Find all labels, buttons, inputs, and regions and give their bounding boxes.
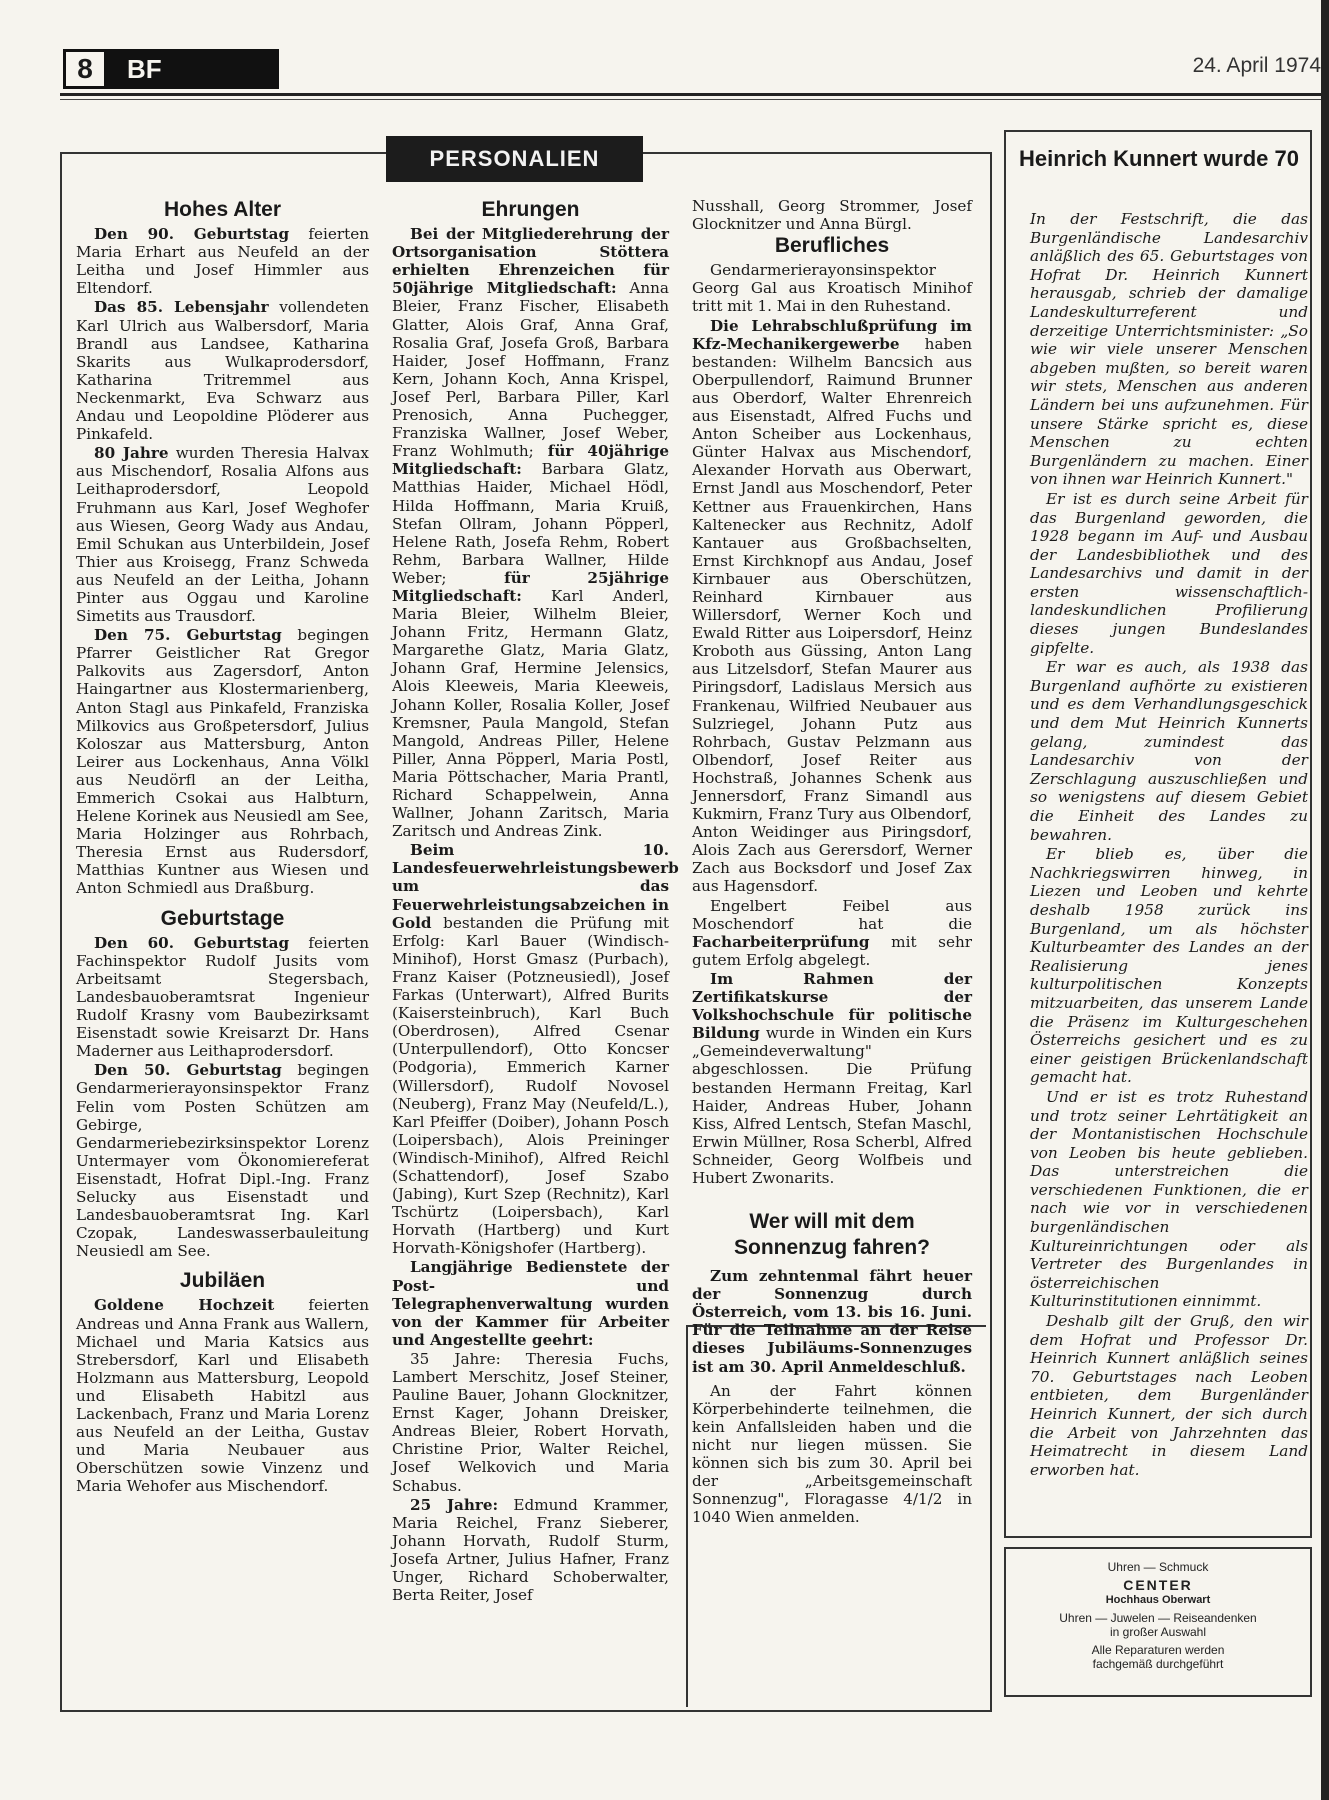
paragraph: mit sehr gutem Erfolg abgelegt.: [692, 932, 972, 969]
lead-bold: Goldene Hochzeit: [94, 1296, 275, 1315]
header-rule: [60, 93, 1329, 96]
ad-line: Uhren — Juwelen — Reiseandenken: [1059, 1611, 1257, 1625]
ad-line: Hochhaus Oberwart: [1105, 1594, 1211, 1606]
lead-bold: 25 Jahre:: [410, 1495, 499, 1514]
lead-bold: Facharbeiterprüfung: [692, 932, 870, 951]
paragraph: wurde in Winden ein Kurs „Gemeindeverwaltung" abgeschlossen. Die Prüfung bestanden Hermann Freitag, Karl Haider, Andreas Huber, Johann Kiss, Alfred Lentsch, Stefan Maschl, Erwin Müllner, Rosa Scherbl, Alfred Schneider, Georg Wolfbeis und Hubert Zwonarits.: [692, 1024, 972, 1187]
paragraph: In der Festschrift, die das Burgenländische Landesarchiv anläßlich des 65. Geburtstages von Hofrat Dr. Heinrich Kunnert herausgab, schrieb der damalige Landeskulturreferent und derzeitige Unterrichtsminister: „So wie wir viele unserer Menschen abgeben mußten, so bereit waren wir stets, Menschen aus anderen Ländern bei uns aufzunehmen. Für unsere Stärke spricht es, diese Menschen zu echten Burgenländern zu machen. Einer von ihnen war Heinrich Kunnert.": [1030, 210, 1308, 489]
lead-bold: für 40jährige Mitgliedschaft:: [392, 442, 669, 479]
lead-bold: Langjährige Bedienstete der Post- und Telegraphenverwaltung wurden von der Kammer für Arbeiter und Angestellte geehrt:: [392, 1258, 669, 1349]
page-edge: [1321, 0, 1329, 1800]
section-label: BF: [107, 49, 279, 89]
lead-bold: Beim 10. Landesfeuerwehrleistungsbewerb um das Feuerwehrleistungsabzeichen in Gold: [392, 841, 679, 932]
paragraph: Theresia Fuchs, Lambert Merschitz, Josef Steiner, Pauline Bauer, Johann Glocknitzer, Ernst Kager, Johann Dreisker, Andreas Bleier, Robert Horvath, Christine Prior, Walter Reichel, Josef Welkovich und Maria Schabus.: [392, 1349, 669, 1495]
paragraph: Gendarmerierayonsinspektor Georg Gal aus Kroatisch Minihof tritt mit 1. Mai in den Ruhestand.: [692, 261, 972, 316]
lead-bold: Den 60. Geburtstag: [94, 933, 290, 952]
paragraph: begingen Gendarmerierayonsinspektor Franz Felin vom Posten Schützen am Gebirge, Gendarmeriebezirksinspektor Lorenz Untermayer vom Ökonomiereferat Eisenstadt, Hofrat Dipl.-Ing. Franz Selucky aus Eisenstadt und Landesbauoberamtsrat Ing. Karl Czopak, Landeswasserbauleitung Neusiedl am See.: [76, 1061, 369, 1261]
paragraph: haben bestanden: Wilhelm Bancsich aus Oberpullendorf, Raimund Brunner aus Oberdorf, Walter Ehrenreich aus Eisenstadt, Alfred Fuchs und Anton Scheiber aus Lockenhaus, Günter Halvax aus Mischendorf, Alexander Horvath aus Oberwart, Ernst Jandl aus Moschendorf, Peter Kettner aus Frauenkirchen, Hans Kaltenecker aus Rechnitz, Adolf Kantauer aus Großbachselten, Ernst Kirchknopf aus Andau, Josef Kirnbauer aus Oberschützen, Reinhard Kirnbauer aus Willersdorf, Werner Koch und Ewald Ritter aus Loipersdorf, Heinz Kroboth aus Güssing, Anton Lang aus Litzelsdorf, Stefan Maurer aus Piringsdorf, Ladislaus Mersich aus Frankenau, Wilfried Neubauer aus Sulzriegel, Johann Putz aus Rohrbach, Gustav Pelzmann aus Olbendorf, Josef Reiter aus Hochstraß, Johannes Schenk aus Jennersdorf, Franz Simandl aus Kukmirn, Franz Tury aus Olbendorf, Anton Weidinger aus Piringsdorf, Alois Zach aus Gerersdorf, Werner Zach aus Bocksdorf und Josef Zax aus Hagensdorf.: [692, 334, 972, 896]
paragraph: Und er ist es trotz Ruhestand und trotz seiner Lehrtätigkeit an der Montanistischen Hochschule von Leoben bis heute geblieben. Das unterstreichen die verschiedenen Funktionen, die er nach wie vor in verschiedenen burgenländischen Kultureinrichtungen oder als Vertreter des Burgenlandes in österreichischen Kulturinstitutionen einnimmt.: [1030, 1087, 1308, 1311]
paragraph: bestanden die Prüfung mit Erfolg: Karl Bauer (Windisch-Minihof), Horst Gmasz (Purbach), Franz Kaiser (Potzneusiedl), Josef Farkas (Unterwart), Alfred Burits (Kaisersteinbruch), Karl Buch (Oberdrosen), Alfred Csenar (Unterpullendorf), Otto Koncser (Podgoria), Emmerich Karner (Willersdorf), Rudolf Novosel (Neuberg), Franz May (Neufeld/L.), Karl Pfeiffer (Doiber), Johann Posch (Loipersbach), Alois Preininger (Windisch-Minihof), Alfred Reichl (Schattendorf), Josef Szabo (Jabing), Kurt Szep (Rechnitz), Karl Tschürtz (Loipersbach), Karl Horvath (Hartberg) und Kurt Horvath-Königshofer (Hartberg).: [392, 913, 669, 1258]
lead-bold: Den 75. Geburtstag: [94, 626, 282, 645]
heading-geburtstage: Geburtstage: [160, 906, 285, 930]
issue-date: 24. April 1974: [1192, 54, 1321, 77]
heading-jubilaeen: Jubiläen: [179, 1269, 266, 1293]
lead-bold: 80 Jahre: [94, 444, 169, 463]
lead-label: 35 Jahre:: [410, 1349, 501, 1368]
lead-bold: Bei der Mitgliederehrung der Ortsorganisation Stöttera erhielten Ehrenzeichen für 50jährige Mitgliedschaft:: [392, 225, 669, 298]
paragraph: Edmund Krammer, Maria Reichel, Franz Sieberer, Johann Horvath, Rudolf Sturm, Josefa Artner, Julius Hafner, Franz Unger, Richard Schoberwalter, Berta Reiter, Josef: [392, 1495, 669, 1605]
heading-ehrungen: Ehrungen: [481, 198, 580, 221]
paragraph: Er blieb es, über die Nachkriegswirren hinweg, in Liezen und Leoben und kehrte deshalb 1958 zurück ins Burgenland, um als höchster Kulturbeamter des Landes an der Realisierung jenes kulturpolitischen Konzepts mitzuarbeiten, das unserem Lande die Präsenz im Kulturgeschehen Österreichs gesichert und es zu einer geistigen Brückenlandschaft gemacht hat.: [1030, 845, 1308, 1087]
paragraph: Nusshall, Georg Strommer, Josef Glocknitzer und Anna Bürgl.: [692, 197, 972, 234]
kunnert-title: Heinrich Kunnert wurde 70: [1019, 146, 1299, 171]
paragraph: vollendeten Karl Ulrich aus Walbersdorf, Maria Brandl aus Landsee, Katharina Skarits aus Wulkaprodersdorf, Katharina Tritremmel aus Neckenmarkt, Eva Schwarz aus Andau und Leopoldine Plöderer aus Pinkafeld.: [76, 298, 369, 444]
paragraph: feierten Andreas und Anna Frank aus Wallern, Michael und Maria Katsics aus Strebersdorf, Karl und Elisabeth Holzmann aus Mattersburg, Leopold und Elisabeth Habitzl aus Lackenbach, Franz und Maria Lorenz aus Neufeld an der Leitha, Gustav und Maria Neubauer aus Oberschützen sowie Vinzenz und Maria Wehofer aus Mischendorf.: [76, 1296, 369, 1496]
header-rule-thin: [60, 99, 1329, 100]
paragraph: An der Fahrt können Körperbehinderte teilnehmen, die kein Anfallsleiden haben und die nicht nur liegen müssen. Sie können sich bis zum 30. April bei der „Arbeitsgemeinschaft Sonnenzug", Floragasse 4/1/2 in 1040 Wien anmelden.: [692, 1381, 972, 1527]
lead-bold: für 25jährige Mitgliedschaft:: [392, 568, 669, 605]
column-1: [76, 197, 369, 1496]
paragraph: wurden Theresia Halvax aus Mischendorf, Rosalia Alfons aus Leithaprodersdorf, Leopold Fruhmann aus Karl, Josef Weghofer aus Wiesen, Georg Wady aus Andau, Emil Schukan aus Unterbildein, Josef Thier aus Kroisegg, Franz Schweda aus Neufeld an der Leitha, Johann Pinter aus Oggau und Karoline Simetits aus Trausdorf.: [76, 444, 369, 626]
column-2: [392, 197, 679, 1605]
heading-berufliches: Berufliches: [774, 234, 890, 258]
heading-sonnenzug: Wer will mit dem Sonnenzug fahren?: [734, 1210, 930, 1260]
page-number: 8: [63, 49, 107, 89]
ad-brand: CENTER: [1123, 1577, 1193, 1593]
ad-line: Uhren — Schmuck: [1107, 1560, 1209, 1574]
lead-bold: Das 85. Lebensjahr: [94, 298, 269, 317]
lead-bold: Den 50. Geburtstag: [94, 1061, 282, 1080]
lead-bold: Im Rahmen der Zertifikatskurse der Volkshochschule für politische Bildung: [692, 969, 972, 1043]
sonnenzug-lead: Zum zehntenmal fährt heuer der Sonnenzug durch Österreich, vom 13. bis 16. Juni. Für die Teilnahme an der Reise dieses Jubiläums-Sonnenzuges ist am 30. April Anmeldeschluß.: [692, 1267, 972, 1376]
paragraph: Deshalb gilt der Gruß, den wir dem Hofrat und Professor Dr. Heinrich Kunnert anläßlich seines 70. Geburtstages nach Leoben entbieten, dem Burgenländer Heinrich Kunnert, der sich durch die Arbeit von Jahrzehnten das Heimatrecht in diesem Land erworben hat.: [1030, 1312, 1308, 1479]
ad-line: Alle Reparaturen werden: [1091, 1643, 1225, 1657]
paragraph: begingen Pfarrer Geistlicher Rat Gregor Palkovits aus Zagersdorf, Anton Haingartner aus Klostermarienberg, Anton Stagl aus Pinkafeld, Franziska Milkovics aus Großpetersdorf, Julius Koloszar aus Mattersburg, Anton Leirer aus Lockenhaus, Anna Völkl aus Neudörfl an der Leitha, Emmerich Csokai aus Halbturn, Helene Korinek aus Neusiedl am See, Maria Holzinger aus Rohrbach, Theresia Ernst aus Rudersdorf, Matthias Kuntner aus Wiesen und Anton Schmiedl aus Draßburg.: [76, 626, 369, 898]
ad-line: in großer Auswahl: [1109, 1625, 1207, 1639]
column-3: [692, 197, 972, 1527]
paragraph: Barbara Glatz, Matthias Haider, Michael Hödl, Hilda Hoffmann, Maria Kruiß, Stefan Ollram, Johann Pöpperl, Helene Rath, Josefa Rehm, Robert Rehm, Barbara Wallner, Hilde Weber;: [392, 460, 669, 587]
paragraph: Karl Anderl, Maria Bleier, Wilhelm Bleier, Johann Fritz, Hermann Glatz, Margarethe Glatz, Maria Glatz, Johann Graf, Hermine Jelensics, Alois Kleeweis, Maria Kleeweis, Johann Koller, Rosalia Koller, Josef Kremsner, Paula Mangold, Stefan Mangold, Andreas Piller, Helene Piller, Anna Pöpperl, Maria Postl, Maria Pöttschacher, Maria Prantl, Richard Schappelwein, Anna Wallner, Johann Zaritsch, Maria Zaritsch und Andreas Zink.: [392, 586, 669, 841]
lead-bold: Die Lehrabschlußprüfung im Kfz-Mechanikergewerbe: [692, 316, 972, 353]
paragraph: feierten Fachinspektor Rudolf Jusits vom Arbeitsamt Stegersbach, Landesbauoberamtsrat Ingenieur Rudolf Krasny vom Baubezirksamt Eisenstadt sowie Kreisarzt Dr. Hans Maderner aus Leithaprodersdorf.: [76, 933, 369, 1061]
personalien-banner: PERSONALIEN: [386, 136, 643, 182]
lead-bold: Den 90. Geburtstag: [94, 225, 290, 244]
paragraph: Er ist es durch seine Arbeit für das Burgenland geworden, die 1928 begann im Auf- und Ausbau der Landesbibliothek und des Landesarchivs und damit in der ersten wissenschaftlich-landeskundlichen Profilierung dieses jungen Bundeslandes gipfelte.: [1030, 489, 1308, 657]
heading-hohes-alter: Hohes Alter: [163, 198, 282, 221]
paragraph: Engelbert Feibel aus Moschendorf hat die: [692, 896, 972, 933]
kunnert-article: [1030, 210, 1308, 1480]
paragraph: feierten Maria Erhart aus Neufeld an der Leitha und Josef Himmler aus Eltendorf.: [76, 225, 369, 298]
paragraph: Anna Bleier, Franz Fischer, Elisabeth Glatter, Alois Graf, Anna Graf, Rosalia Graf, Josefa Groß, Barbara Haider, Josef Hoffmann, Franz Kern, Johann Koch, Anna Krispel, Josef Perl, Barbara Piller, Karl Prenosich, Anna Puchegger, Franziska Wallner, Josef Weber, Franz Wohlmuth;: [392, 279, 669, 461]
paragraph: Er war es auch, als 1938 das Burgenland aufhörte zu existieren und es dem Verhandlungsgeschick und dem Mut Heinrich Kunnerts gelang, zumindest das Landesarchiv von der Zerschlagung auszuschließen und so wenigstens auf diesem Gebiet die Einheit des Landes zu bewahren.: [1030, 658, 1308, 844]
center-advertisement: [1004, 1547, 1312, 1697]
ad-line: fachgemäß durchgeführt: [1092, 1657, 1224, 1671]
